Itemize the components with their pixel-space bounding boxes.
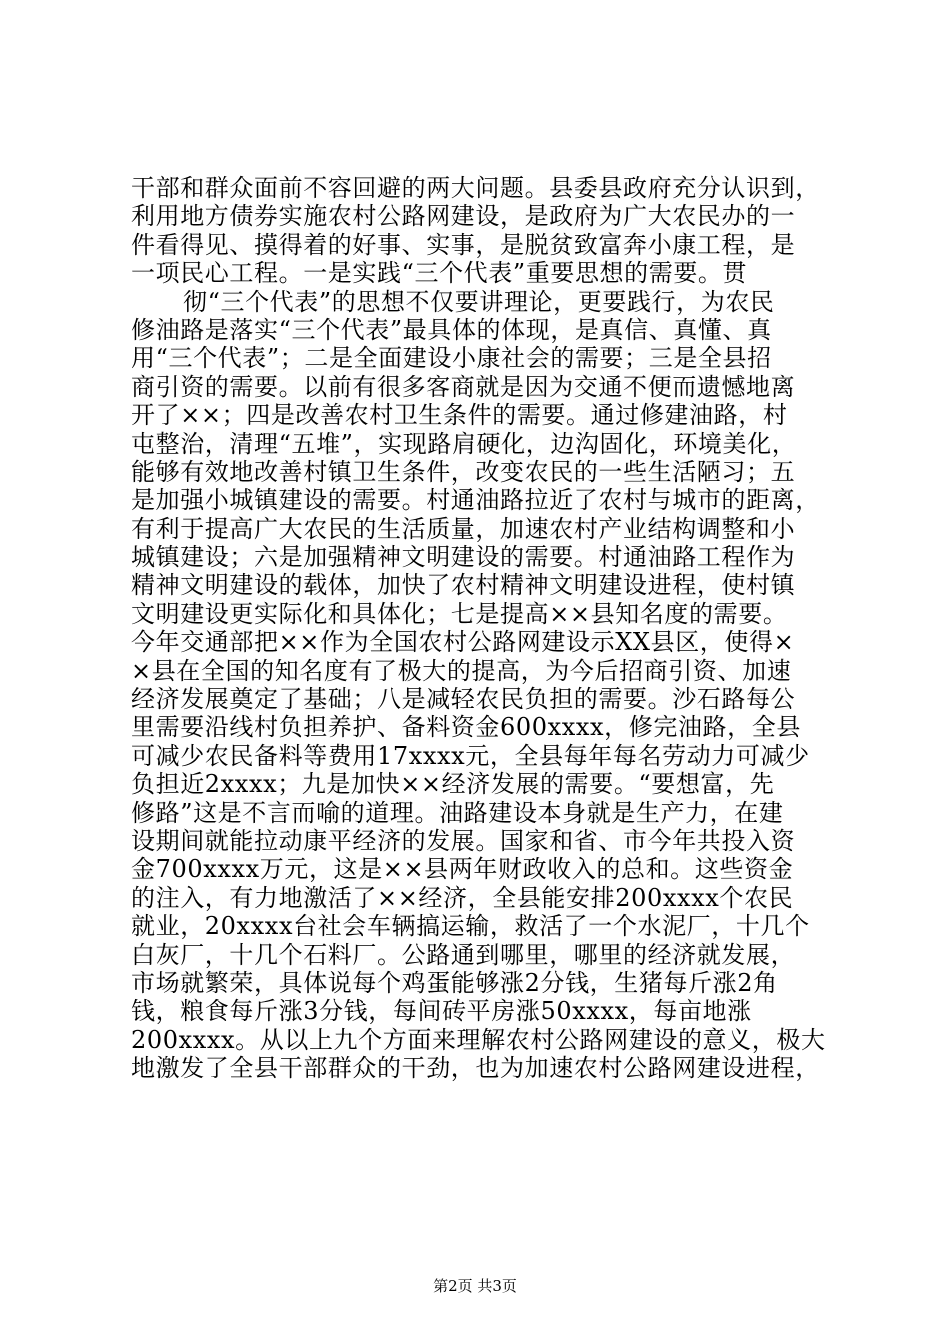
text-line: 城镇建设；六是加强精神文明建设的需要。村通油路工程作为 [131,543,796,572]
text-line: 一项民心工程。一是实践“三个代表”重要思想的需要。贯 [131,259,748,288]
text-line: ×县在全国的知名度有了极大的提高，为今后招商引资、加速 [131,656,792,685]
text-line: 开了××；四是改善农村卫生条件的需要。通过修建油路，村 [131,401,788,430]
text-line: 修路”这是不言而喻的道理。油路建设本身就是生产力，在建 [131,798,784,827]
text-line: 负担近2xxxx；九是加快××经济发展的需要。“要想富，先 [131,770,775,799]
text-line: 能够有效地改善村镇卫生条件，改变农民的一些生活陋习；五 [131,457,796,486]
text-line: 白灰厂，十几个石料厂。公路通到哪里，哪里的经济就发展， [131,940,796,969]
text-line: 干部和群众面前不容回避的两大问题。县委县政府充分认识到， [131,174,820,202]
text-line: 就业，20xxxx台社会车辆搞运输，救活了一个水泥厂，十几个 [131,912,810,941]
text-line: 件看得见、摸得着的好事、实事，是脱贫致富奔小康工程，是 [131,230,796,259]
text-line: 设期间就能拉动康平经济的发展。国家和省、市今年共投入资 [131,826,796,855]
text-line: 地激发了全县干部群众的干劲，也为加速农村公路网建设进程， [131,1054,820,1083]
text-line: 修油路是落实“三个代表”最具体的体现，是真信、真懂、真 [131,315,772,344]
text-line: 屯整治，清理“五堆”，实现路肩硬化，边沟固化，环境美化， [131,429,797,458]
text-line: 市场就繁荣，具体说每个鸡蛋能够涨2分钱，生猪每斤涨2角 [131,968,778,997]
text-line: 文明建设更实际化和具体化；七是提高××县知名度的需要。 [131,599,788,628]
body-text [131,174,831,1083]
text-line: 精神文明建设的载体，加快了农村精神文明建设进程，使村镇 [131,571,796,600]
text-line: 商引资的需要。以前有很多客商就是因为交通不便而遗憾地离 [131,372,796,401]
text-line: 用“三个代表”；二是全面建设小康社会的需要；三是全县招 [131,344,772,373]
text-line: 经济发展奠定了基础；八是减轻农民负担的需要。沙石路每公 [131,685,796,714]
text-line: 里需要沿线村负担养护、备料资金600xxxx，修完油路，全县 [131,713,801,742]
text-line: 钱，粮食每斤涨3分钱，每间砖平房涨50xxxx，每亩地涨 [131,997,752,1026]
text-line: 今年交通部把××作为全国农村公路网建设示XX县区，使得× [131,628,795,657]
text-line: 可减少农民备料等费用17xxxx元，全县每年每名劳动力可减少 [131,741,810,770]
text-line: 是加强小城镇建设的需要。村通油路拉近了农村与城市的距离， [131,486,820,515]
text-line: 有利于提高广大农民的生活质量，加速农村产业结构调整和小 [131,514,796,543]
text-line: 金700xxxx万元，这是××县两年财政收入的总和。这些资金 [131,855,794,884]
text-line: 彻“三个代表”的思想不仅要讲理论，更要践行，为农民 [183,287,775,316]
text-line: 200xxxx。从以上九个方面来理解农村公路网建设的意义，极大 [131,1025,826,1054]
text-line: 的注入，有力地激活了××经济，全县能安排200xxxx个农民 [131,883,794,912]
page-number-footer: 第2页 共3页 [433,1277,517,1295]
text-line: 利用地方债券实施农村公路网建设，是政府为广大农民办的一 [131,202,796,231]
